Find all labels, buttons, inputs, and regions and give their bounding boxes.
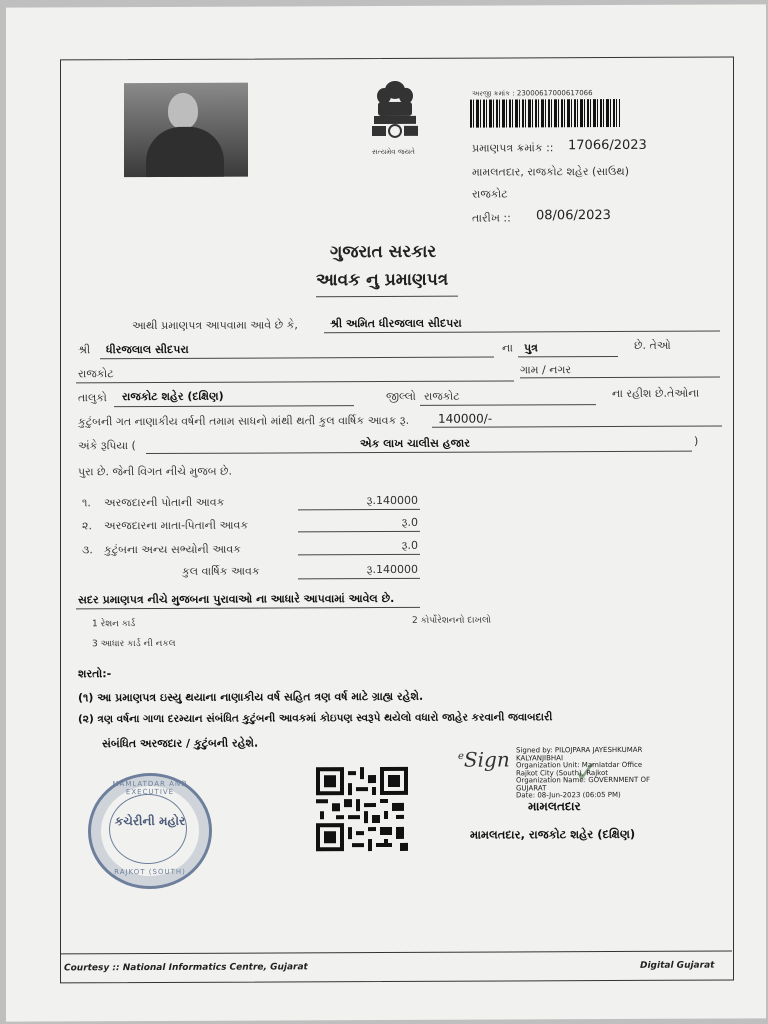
certificate-number-label: પ્રમાણપત્ર ક્રમાંક ::	[472, 141, 554, 155]
condition-1: (૧) આ પ્રમાણપત્ર ઇસ્યુ થયાના નાણાકીય વર્ષ સહિત ત્રણ વર્ષ માટે ગ્રાહ્ય રહેશે.	[78, 689, 424, 705]
condition-2b: સંબંધિત અરજદાર / કુટુંબની રહેશે.	[102, 736, 259, 751]
seal-ring-top: MAMLATDAR AND EXECUTIVE	[112, 779, 188, 797]
certificate-paper	[6, 4, 766, 1021]
certificate-title: આવક નુ પ્રમાણપત્ર	[316, 269, 449, 291]
income-value: 140000/-	[438, 411, 493, 426]
qr-code	[316, 766, 408, 852]
detail-text: પુરા છે. જેની વિગત નીચે મુજબ છે.	[78, 464, 233, 479]
income-row-3-num: ૩.	[82, 543, 93, 557]
esign-line-7: Date: 08-Jun-2023 (06:05 PM)	[516, 790, 621, 800]
jillo-value: રાજકોટ	[424, 389, 460, 403]
verified-check-icon: ✓	[574, 755, 600, 791]
father-prefix: શ્રી	[78, 343, 91, 357]
conditions-heading: શરતો:-	[78, 667, 112, 681]
esign-details	[516, 747, 650, 800]
income-row-3-label: કુટુંબના અન્ય સભ્યોની આવક	[104, 542, 241, 557]
signatory-office: મામલતદાર, રાજકોટ શહેર (દક્ષિણ)	[470, 826, 636, 842]
income-text: કુટુંબની ગત નાણાકીય વર્ષની તમામ સાધનો માંથી થતી કુલ વાર્ષિક આવક રૂ.	[78, 413, 410, 429]
village: રાજકોટ	[78, 367, 114, 381]
income-row-1-num: ૧.	[82, 496, 91, 510]
issue-date: 08/06/2023	[536, 208, 611, 224]
income-row-2-label: અરજદારના માતા-પિતાની આવક	[104, 518, 249, 533]
applicant-name: શ્રી અમિત ધીરજલાલ સીદપરા	[330, 316, 462, 331]
condition-2a: (૨) ત્રણ વર્ષના ગાળા દરમ્યાન સંબંધિત કુટુંબની આવકમાં કોઇપણ સ્વરૂપે થયેલો વધારો જાહેર કરવાની જવાબદારી	[78, 711, 553, 726]
government-title: ગુજરાત સરકાર	[330, 241, 437, 263]
evidence-item-2: 2 કોર્પોરેશનનો દાખલો	[412, 615, 491, 626]
che-teo: છે. તેઓ	[634, 338, 671, 352]
state-emblem-icon	[364, 76, 426, 148]
emblem-motto: સત્યમેવ જયતે	[372, 147, 415, 157]
father-name: ધીરજલાલ સીદપરા	[106, 342, 189, 357]
date-label: તારીખ ::	[472, 211, 511, 225]
esign-line-3: Organization Unit: Mamlatdar Office	[516, 760, 643, 770]
income-row-2-num: ૨.	[82, 519, 92, 533]
application-number: અરજી ક્રમાંક : 23000617000617066	[472, 89, 593, 98]
esign-line-1: Signed by: PILOJPARA JAYESHKUMAR	[516, 745, 643, 755]
relation: પુત્ર	[524, 341, 538, 355]
amount-in-words: એક લાખ ચાલીસ હજાર	[360, 436, 470, 451]
certificate-number: 17066/2023	[568, 137, 647, 154]
footer-courtesy: Courtesy :: National Informatics Centre, Gujarat	[64, 962, 308, 974]
income-row-3-amount: રૂ.0	[401, 538, 418, 552]
office-line-1: મામલતદાર, રાજકોટ શહેર (સાઉથ)	[472, 164, 629, 179]
signatory-designation: મામલતદાર	[528, 799, 581, 814]
esign-line-2: KALYANJIBHAI	[516, 753, 564, 762]
seal-ring-bottom: RAJKOT (SOUTH)	[114, 867, 186, 877]
intro-text: આથી પ્રમાણપત્ર આપવામા આવે છે કે,	[132, 318, 298, 333]
na-label: ના	[502, 341, 513, 355]
words-label: અંકે રૂપિયા (	[78, 439, 136, 453]
total-amount: રૂ.140000	[366, 562, 418, 577]
esign-line-5: Organization Name: GOVERNMENT OF	[516, 775, 651, 785]
income-row-1-amount: રૂ.140000	[366, 493, 418, 508]
jillo-label: જીલ્લો	[386, 389, 416, 403]
footer-digital-gujarat: Digital Gujarat	[640, 960, 715, 971]
evidence-item-3: 3 આધાર કાર્ડ ની નકલ	[92, 638, 176, 650]
taluka-label: તાલુકો	[78, 391, 107, 405]
office-seal	[88, 773, 212, 890]
esign-line-4: Rajkot City (South), Rajkot	[516, 768, 608, 777]
evidence-heading: સદર પ્રમાણપત્ર નીચે મુજબના પુરાવાઓ ના આધારે આપવામાં આવેલ છે.	[78, 591, 395, 607]
office-line-2: રાજકોટ	[472, 187, 508, 201]
esign-line-6: GUJARAT	[516, 783, 547, 792]
income-row-1-label: અરજદારની પોતાની આવક	[104, 495, 225, 510]
seal-label: કચેરીની મહોર	[114, 813, 186, 829]
evidence-item-1: 1 રેશન કાર્ડ	[92, 619, 136, 630]
resident-text: ના રહીશ છે.તેઓના	[612, 386, 700, 401]
applicant-photo	[124, 83, 248, 178]
gaam-nagar-label: ગામ / નગર	[520, 363, 572, 377]
barcode	[470, 99, 620, 128]
taluka-value: રાજકોટ શહેર (દક્ષિણ)	[122, 389, 224, 404]
esign-logo: $^e$Sign	[458, 747, 510, 772]
total-label: કુલ વાર્ષિક આવક	[182, 564, 260, 578]
income-row-2-amount: રૂ.0	[401, 515, 418, 529]
words-close: )	[694, 434, 699, 448]
